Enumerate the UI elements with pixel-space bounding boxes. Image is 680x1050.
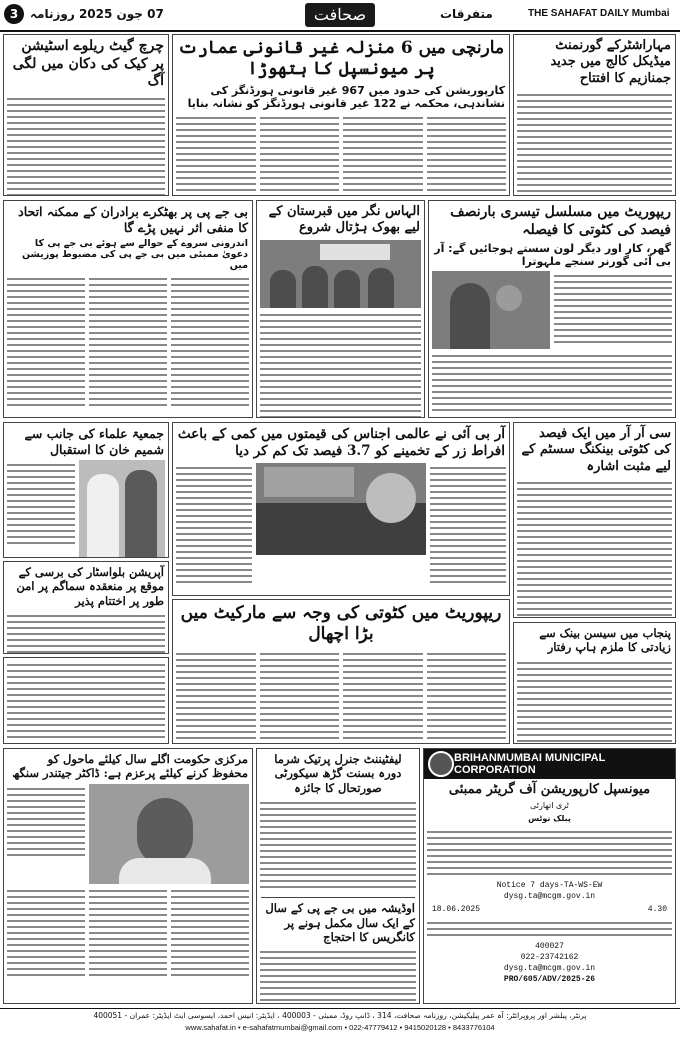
issue-date: 07 جون 2025 روزنامہ — [30, 7, 164, 21]
story-body — [7, 611, 165, 654]
notice-phone: 022-23742162 — [520, 952, 579, 962]
notice-body — [427, 827, 672, 879]
story-church-gate-fire — [3, 34, 169, 196]
story-body — [260, 310, 421, 419]
notice-dept: ٹری اتھارٹی — [530, 801, 569, 811]
story-column-filler — [3, 657, 169, 744]
story-body — [7, 660, 165, 740]
story-medical-college — [513, 34, 676, 196]
story-body-right — [430, 463, 506, 587]
story-headline: الہاس نگر میں قبرستان کے لیے بھوک ہڑتال شروع — [268, 204, 420, 236]
notice-email-2: dysg.ta@mcgm.gov.in — [503, 963, 596, 973]
bmc-emblem-icon — [428, 751, 454, 777]
story-headline: جمعیۃ علماء کی جانب سے شمیم خان کا استقبال — [24, 426, 164, 457]
story-body — [517, 658, 672, 744]
section-title: متفرقات — [440, 7, 493, 21]
story-welcome — [3, 422, 169, 558]
story-body — [176, 113, 506, 197]
story-body — [554, 271, 672, 349]
story-body — [7, 274, 249, 410]
masthead — [0, 0, 680, 32]
story-odisha-body — [260, 947, 416, 1004]
story-body — [517, 478, 672, 618]
photo-welcome-ceremony — [79, 460, 165, 558]
story-kashmir — [256, 748, 420, 1004]
story-subheadline: کارپوریشن کی حدود میں 967 غیر قانونی ہورڈنگز کی نشاندہی، محکمہ نے 122 غیر قانونی ہورڈنگز کو نشانہ بنایا — [187, 83, 505, 110]
story-body-more — [432, 351, 672, 413]
story-body — [7, 460, 75, 558]
imprint-footer — [0, 1008, 680, 1050]
story-bjp — [3, 200, 253, 418]
newspaper-brand: THE SAHAFAT DAILY Mumbai — [528, 8, 670, 19]
story-repo-rate — [428, 200, 676, 418]
story-subheadline: گھر، کار اور دیگر لون سستے ہوجائیں گے: آر بی آئی گورنر سنجے ملہوترا — [434, 242, 671, 268]
notice-header — [424, 749, 675, 779]
story-body — [7, 94, 165, 197]
story-punjab — [513, 622, 676, 744]
contact-line: www.sahafat.in • e-sahafatmumbai@gmail.com • 022-47779412 • 9415020128 • 8433776104 — [185, 1022, 495, 1032]
story-headline: آپریشن بلواسٹار کی برسی کے موقع پر منعقدہ سماگم پر امن طور پر اختتام پذیر — [16, 565, 164, 608]
imprint-line: پرنٹر، پبلشر اور پروپرائٹر: آہ عمر پبلیکیشن، روزنامہ صحافت، 314 ، ڈانپ روڈ، ممبئی - 400003 ، ایڈیٹر: انیس احمد، ایسوسی ایٹ ایڈیٹر: عمران - 400051 — [93, 1011, 587, 1020]
story-headline: مرکزی حکومت اگلے سال کیلئے ماحول کو محفوظ کرنے کیلئے پرعزم ہے: ڈاکٹر جیتندر سنگھ — [12, 752, 248, 781]
notice-reference-line: Notice 7 days-TA-WS-EW — [496, 880, 603, 890]
story-headline: بی جے پی پر بھٹکرے برادران کے ممکنہ اتحاد کا منفی اثر نہیں پڑے گا — [18, 204, 248, 235]
notice-ref: PRO/605/ADV/2025-26 — [503, 974, 596, 984]
notice-pin: 400027 — [535, 941, 564, 951]
story-inflation — [172, 422, 510, 596]
photo-rbi-building — [256, 463, 426, 555]
photo-rbi-governor — [432, 271, 550, 349]
story-headline: ریپوریٹ میں کٹوتی کی وجہ سے مارکیٹ میں بڑا اچھال — [180, 603, 502, 645]
story-body — [260, 798, 416, 894]
story-govt-environment — [3, 748, 253, 1004]
story-crr-cut — [513, 422, 676, 618]
story-headline: سی آر آر میں ایک فیصد کی کٹوتی بینکنگ سسٹم کے لیے مثبت اشارہ — [521, 426, 671, 474]
story-headline: لیفٹیننٹ جنرل پرتیک شرما دورہ بسنت گڑھ سیکورٹی صورتحال کا جائزہ — [274, 752, 402, 795]
story-anniversary — [3, 561, 169, 654]
photo-minister — [89, 784, 249, 884]
story-body — [7, 886, 249, 980]
story-main-lead — [172, 34, 510, 196]
notice-email: dysg.ta@mcgm.gov.in — [503, 891, 596, 901]
page-number: 3 — [4, 4, 24, 24]
story-headline: پنجاب میں سیسن بینک سے زیادتی کا ملزم ہاپ رفتار — [539, 626, 671, 655]
story-odisha-headline: اوڈیشہ میں بی جے پی کے سال کے ایک سال مکمل ہونے پر کانگریس کا احتجاج — [261, 897, 415, 944]
story-body — [176, 463, 252, 587]
notice-time: 4.30 — [647, 904, 667, 914]
photo-hunger-strike — [260, 240, 421, 308]
story-subheadline: اندرونی سروے کے حوالے سے ہوئے بی جے پی کا دعویٰ ممبئی میں بی جے پی کی مضبوط پوزیشن میں — [21, 238, 248, 272]
notice-date: 18.06.2025 — [432, 904, 481, 914]
notice-title: پبلک نوٹس — [528, 814, 571, 824]
story-body — [517, 90, 672, 196]
story-headline: چرچ گیٹ ریلوے اسٹیشن پر کیک کی دکان میں لگی آگ — [12, 38, 164, 89]
story-headline: آر بی آئی نے عالمی اجناس کی قیمتوں میں کمی کے باعث افراط زر کے تخمینے کو 3.7 فیصد تک کم کر دیا — [177, 426, 505, 459]
story-body — [176, 649, 506, 745]
story-body-left — [7, 784, 85, 884]
bmc-public-notice — [423, 748, 676, 1004]
newspaper-logo: صحافت — [305, 3, 375, 27]
notice-org-ur: میونسپل کارپوریشن آف گریٹر ممبئی — [448, 782, 651, 797]
notice-org-en: BRIHANMUMBAI MUNICIPAL CORPORATION — [454, 752, 606, 776]
story-hunger-strike — [256, 200, 425, 418]
notice-body-2 — [427, 918, 672, 940]
story-headline: مارنچی میں 6 منزلہ غیر قانونی عمارت پر میونسپل کا ہتھوڑا — [177, 38, 505, 80]
story-headline: مہاراشٹرکے گورنمنٹ میڈیکل کالج میں جدید جمنازیم کا افتتاح — [550, 38, 671, 86]
story-headline: ریپوریٹ میں مسلسل تیسری بارنصف فیصد کی کٹوتی کا فیصلہ — [450, 204, 671, 238]
story-market-rally — [172, 599, 510, 744]
